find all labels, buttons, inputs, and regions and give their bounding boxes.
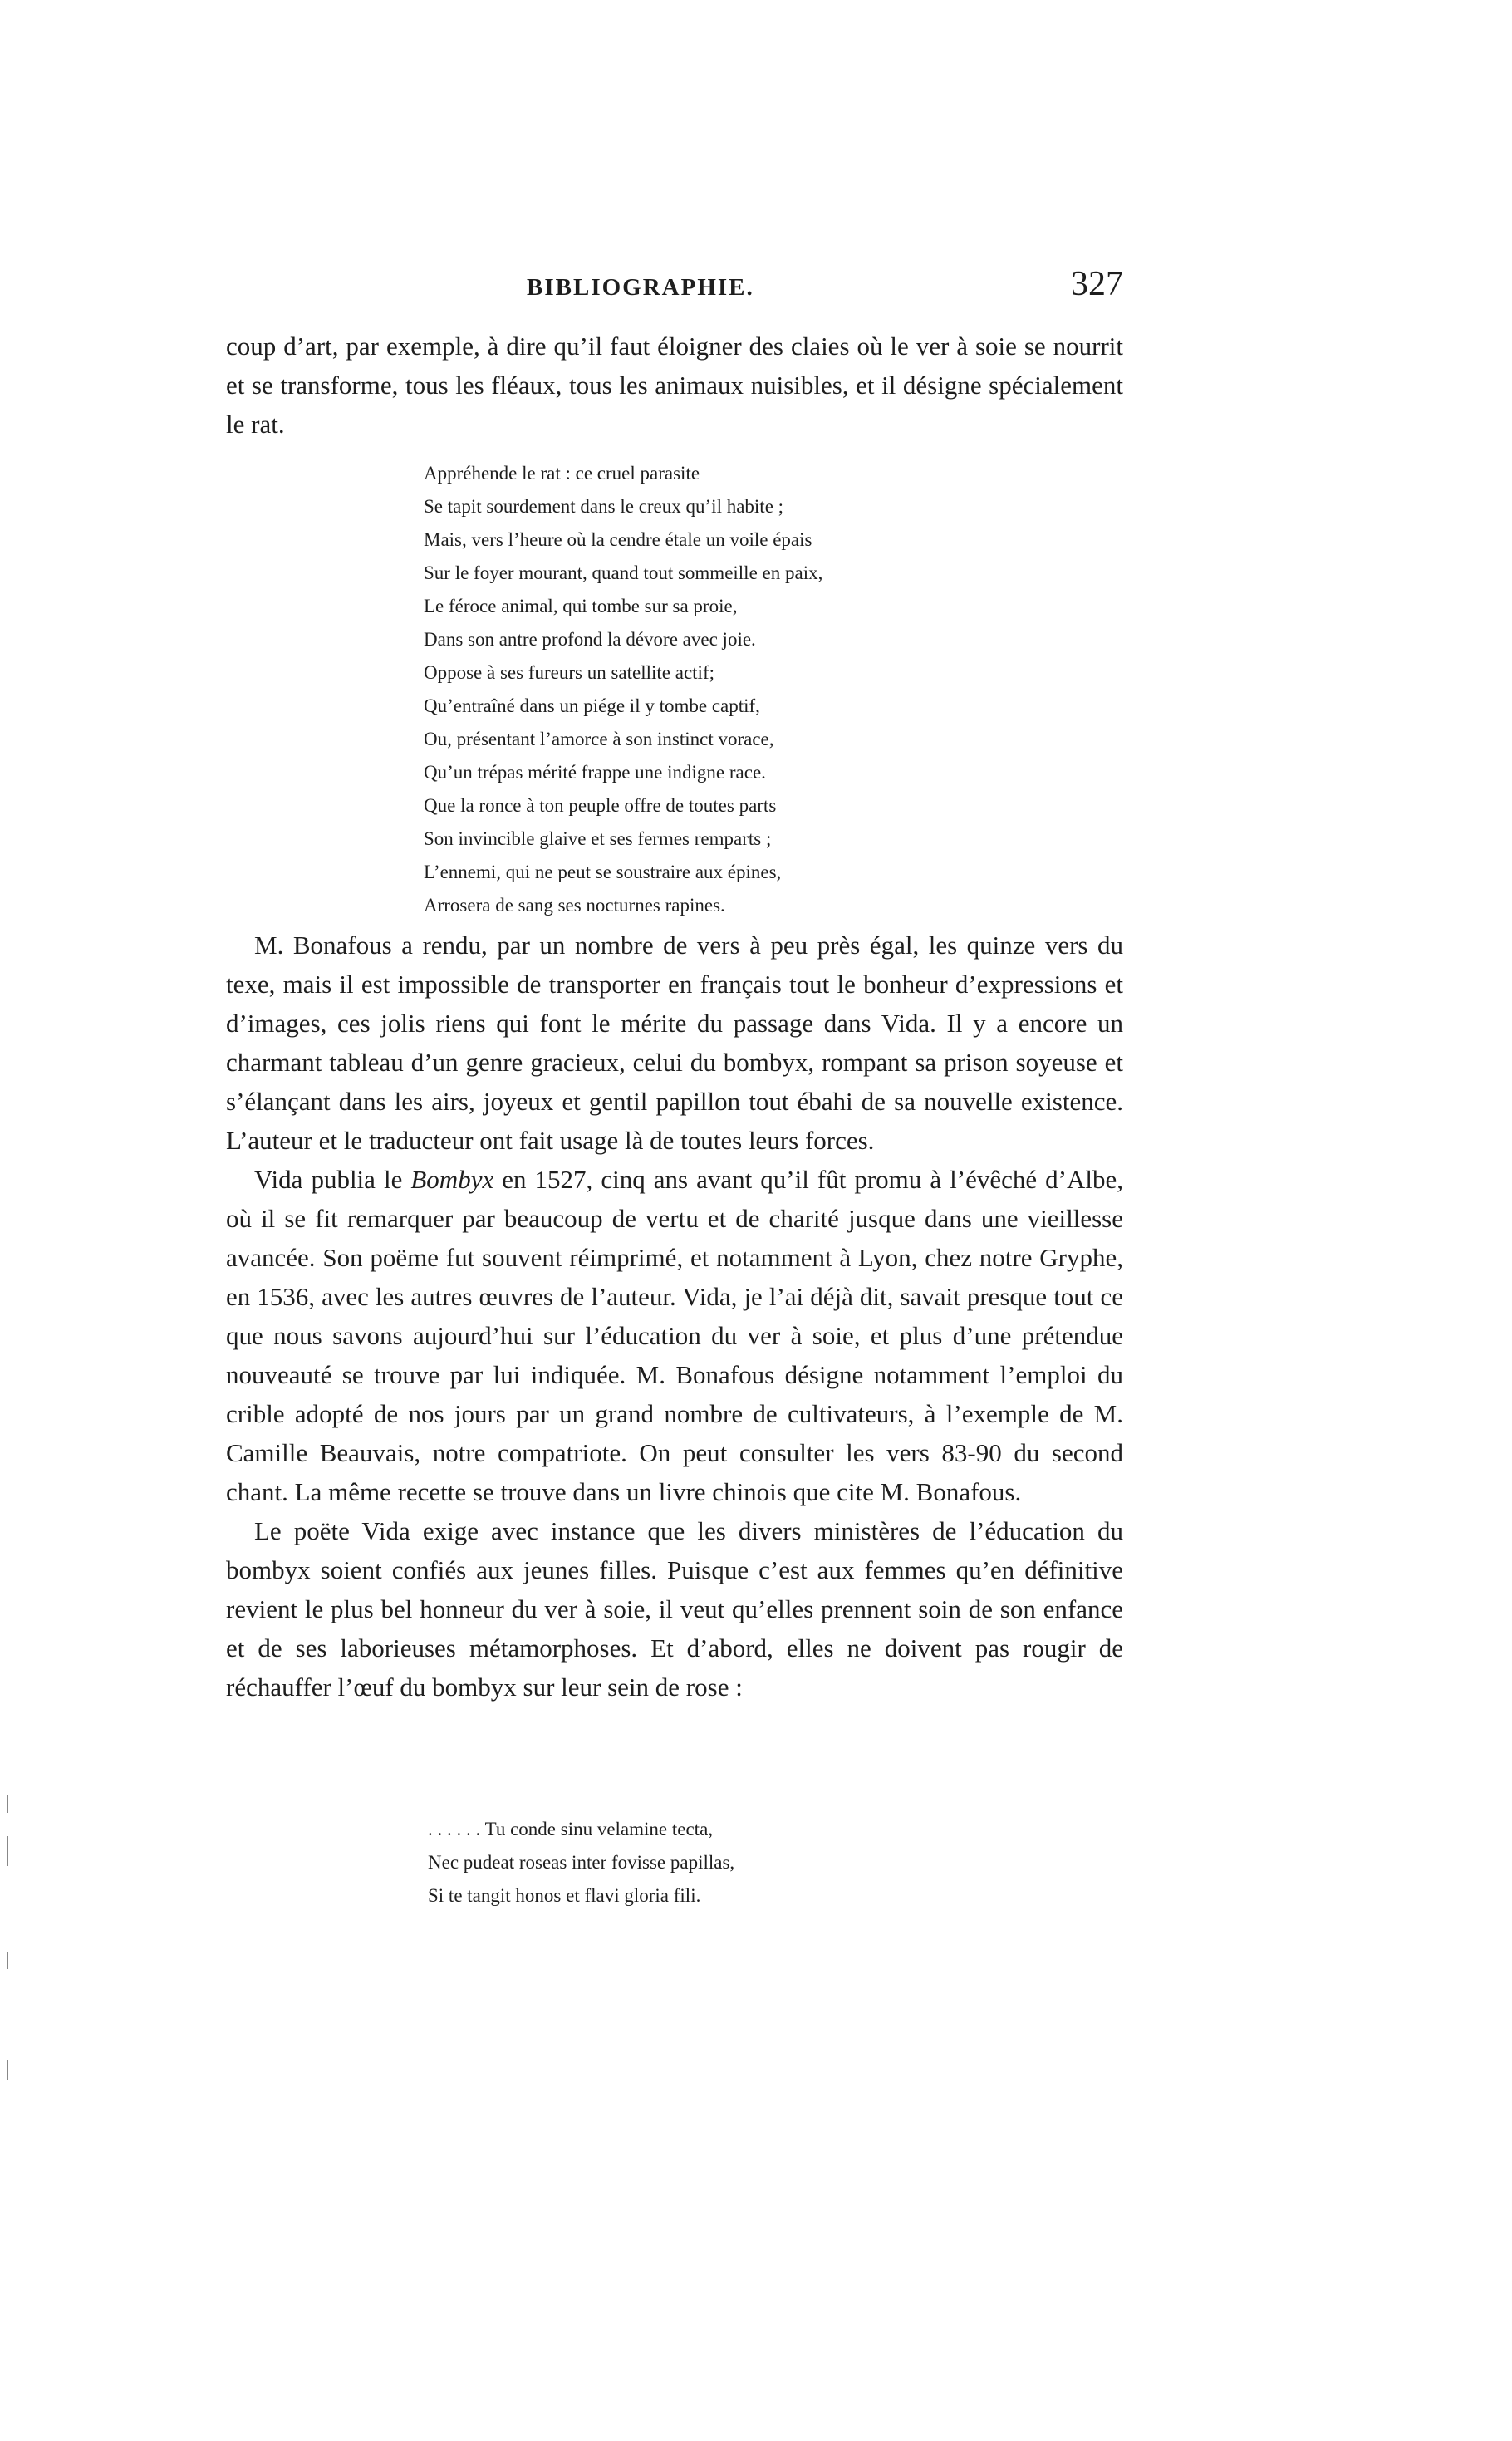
book-title: Bombyx [410, 1165, 494, 1194]
latin-quotation [428, 1813, 734, 1913]
verse-line: Oppose à ses fureurs un satellite actif; [424, 662, 714, 683]
verse-line: Dans son antre profond la dévore avec joie. [424, 629, 756, 650]
verse-line: Que la ronce à ton peuple offre de toutes parts [424, 795, 777, 816]
verse-line: Ou, présentant l’amorce à son instinct vorace, [424, 729, 774, 749]
verse-line: Mais, vers l’heure où la cendre étale un voile épais [424, 529, 812, 550]
verse-line: Se tapit sourdement dans le creux qu’il habite ; [424, 496, 784, 517]
verse-line: Qu’un trépas mérité frappe une indigne race. [424, 762, 766, 783]
verse-line: Qu’entraîné dans un piége il y tombe captif, [424, 695, 760, 716]
paragraph: coup d’art, par exemple, à dire qu’il faut éloigner des claies où le ver à soie se nourrit et se transforme, tous les fléaux, tous les animaux nuisibles, et il désigne spécialement le rat. [226, 332, 1123, 439]
verse-line: Arrosera de sang ses nocturnes rapines. [424, 895, 725, 916]
margin-mark [7, 2060, 8, 2080]
paragraph-bonafous: M. Bonafous a rendu, par un nombre de vers à peu près égal, les quinze vers du texe, mais il est impossible de transporter en français tout le bonheur d’expressions et d’images, ces jolis riens qui font le mérite du passage dans Vida. Il y a encore un charmant tableau d’un genre gracieux, celui du bombyx, rompant sa prison soyeuse et s’élançant dans les airs, joyeux et gentil papillon tout ébahi de sa nouvelle existence. L’auteur et le traducteur ont fait usage là de toutes leurs forces. [226, 931, 1123, 1155]
verse-line: Si te tangit honos et flavi gloria fili. [428, 1885, 701, 1906]
main-text [226, 926, 1123, 1707]
verse-line: Son invincible glaive et ses fermes remparts ; [424, 828, 772, 849]
page-header [226, 265, 1123, 321]
verse-line: Le féroce animal, qui tombe sur sa proie, [424, 596, 738, 616]
text-run: Vida publia le [254, 1165, 411, 1194]
verse-translation [424, 457, 822, 922]
verse-line: L’ennemi, qui ne peut se soustraire aux épines, [424, 862, 782, 882]
paragraph-vida [226, 1160, 1123, 1511]
verse-line: . . . . . . Tu conde sinu velamine tecta, [428, 1819, 714, 1839]
margin-mark [7, 1795, 8, 1813]
verse-line: Sur le foyer mourant, quand tout sommeille en paix, [424, 562, 823, 583]
paragraph-poete: Le poëte Vida exige avec instance que les divers ministères de l’éducation du bombyx soient confiés aux jeunes filles. Puisque c’est aux femmes qu’en définitive revient le plus bel honneur du ver à soie, il veut qu’elles prennent soin de son enfance et de ses laborieuses métamorphoses. Et d’abord, elles ne doivent pas rougir de réchauffer l’œuf du bombyx sur leur sein de rose : [226, 1516, 1123, 1702]
opening-paragraph [226, 327, 1123, 444]
verse-line: Appréhende le rat : ce cruel parasite [424, 463, 700, 484]
margin-mark [7, 1952, 8, 1969]
text-run: en 1527, cinq ans avant qu’il fût promu à l’évêché d’Albe, où il se fit remarquer par beaucoup de vertu et de charité jusque dans une vieillesse avancée. Son poëme fut souvent réimprimé, et notamment à Lyon, chez notre Gryphe, en 1536, avec les autres œuvres de l’auteur. Vida, je l’ai déjà dit, savait presque tout ce que nous savons aujourd’hui sur l’éducation du ver à soie, et plus d’une prétendue nouveauté se trouve par lui indiquée. M. Bonafous désigne notamment l’emploi du crible adopté de nos jours par un grand nombre de cultivateurs, à l’exemple de M. Camille Beauvais, notre compatriote. On peut consulter les vers 83-90 du second chant. La même recette se trouve dans un livre chinois que cite M. Bonafous. [226, 1165, 1123, 1506]
verse-line: Nec pudeat roseas inter fovisse papillas, [428, 1852, 735, 1873]
page-number: 327 [1071, 265, 1123, 303]
margin-mark [7, 1836, 8, 1866]
running-head: BIBLIOGRAPHIE. [527, 274, 754, 301]
